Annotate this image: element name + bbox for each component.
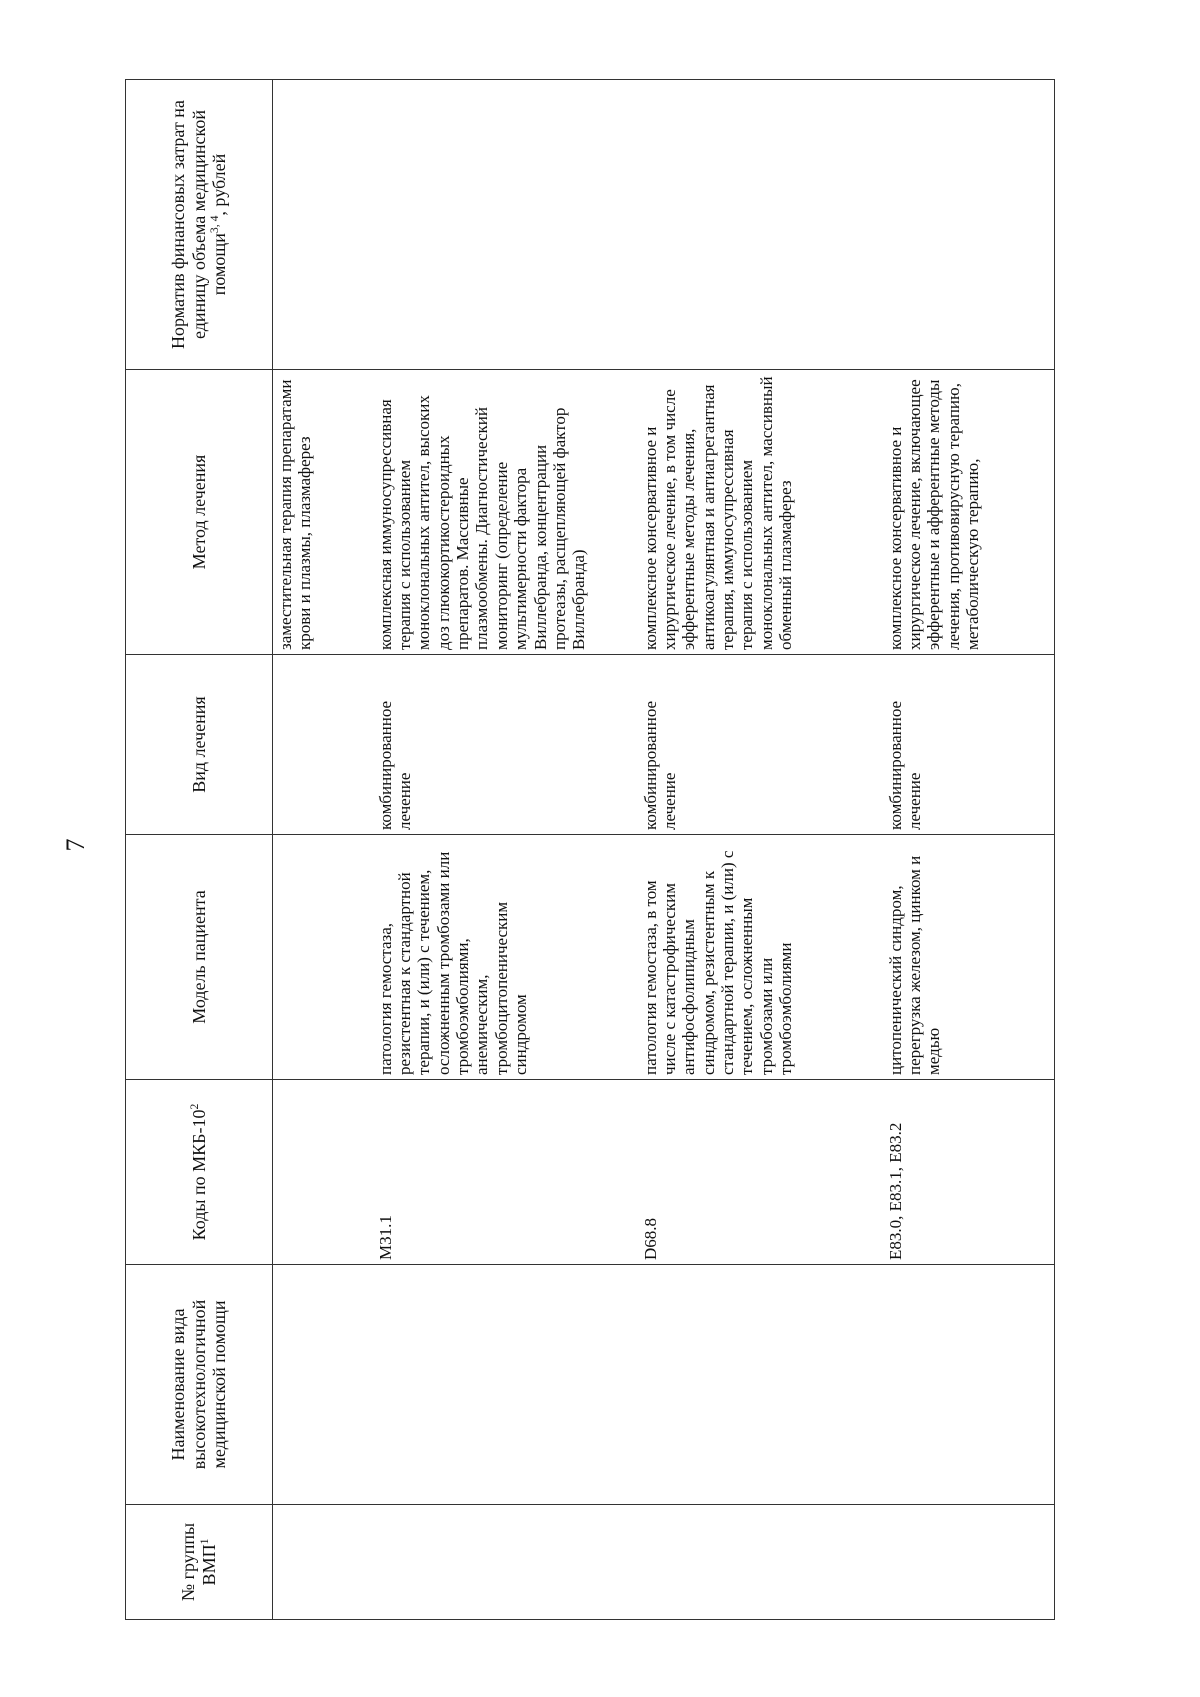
cell-name: [373, 1265, 638, 1505]
header-codes: Коды по МКБ-$10^2$: [126, 1080, 273, 1265]
cell-type: [273, 655, 373, 835]
header-name: Наименование вида высокотехнологичной медицинской помощи: [126, 1265, 273, 1505]
vmp-table-rotated: [125, 80, 1055, 1620]
cell-type: комбинированное лечение: [883, 655, 1055, 835]
table-row: [883, 80, 1055, 1620]
cell-type: комбинированное лечение: [638, 655, 883, 835]
cell-code: D68.8: [638, 1080, 883, 1265]
cell-method: комплексная иммуносупрессивная терапия с использованием моноклональных антител, высоких доз глюкокортикостероидных препаратов. Массивные плазмообмены. Диагностический мониторинг (определение мультимерности фактора Виллебранда, концентрации протеазы, расщепляющей фактор Виллебранда): [373, 370, 638, 655]
table-row: [373, 80, 638, 1620]
header-norm: Норматив финансовых затрат на единицу объема медицинской помощи$^{3, 4}$, рублей: [126, 80, 273, 370]
cell-method: заместительная терапия препаратами крови и плазмы, плазмаферез: [273, 370, 373, 655]
table-row: [638, 80, 883, 1620]
cell-group: [373, 1505, 638, 1620]
cell-model: патология гемостаза, в том числе с катастрофическим антифосфолипидным синдромом, резистентным к стандартной терапии, и (или) с течением, осложненным тромбозами или тромбоэмболиями: [638, 835, 883, 1080]
cell-norm: [273, 80, 373, 370]
cell-name: [638, 1265, 883, 1505]
table-row: [273, 80, 373, 1620]
cell-norm: [373, 80, 638, 370]
header-method: Метод лечения: [126, 370, 273, 655]
cell-type: комбинированное лечение: [373, 655, 638, 835]
page-number: 7: [61, 838, 90, 852]
header-type: Вид лечения: [126, 655, 273, 835]
cell-code: [273, 1080, 373, 1265]
cell-model: [273, 835, 373, 1080]
cell-group: [883, 1505, 1055, 1620]
cell-group: [638, 1505, 883, 1620]
header-group: № группы ВМП$^1$: [126, 1505, 273, 1620]
cell-name: [883, 1265, 1055, 1505]
cell-code: E83.0, E83.1, E83.2: [883, 1080, 1055, 1265]
cell-model: цитопенический синдром, перегрузка железом, цинком и медью: [883, 835, 1055, 1080]
cell-method: комплексное консервативное и хирургическое лечение, включающее эфферентные и афферентные методы лечения, противовирусную терапию, метаболическую терапию,: [883, 370, 1055, 655]
vmp-table: [125, 79, 1055, 1620]
cell-norm: [638, 80, 883, 370]
cell-name: [273, 1265, 373, 1505]
cell-code: M31.1: [373, 1080, 638, 1265]
cell-method: комплексное консервативное и хирургическое лечение, в том числе эфферентные методы лечения, антикоагулянтная и антиагрегантная терапия, иммуносупрессивная терапия с использованием моноклональных антител, массивный обменный плазмаферез: [638, 370, 883, 655]
header-model: Модель пациента: [126, 835, 273, 1080]
table-header-row: [126, 80, 273, 1620]
cell-group: [273, 1505, 373, 1620]
cell-model: патология гемостаза, резистентная к стандартной терапии, и (или) с течением, осложненным тромбозами или тромбоэмболиями, анемическим, тромбоцитопеническим синдромом: [373, 835, 638, 1080]
cell-norm: [883, 80, 1055, 370]
